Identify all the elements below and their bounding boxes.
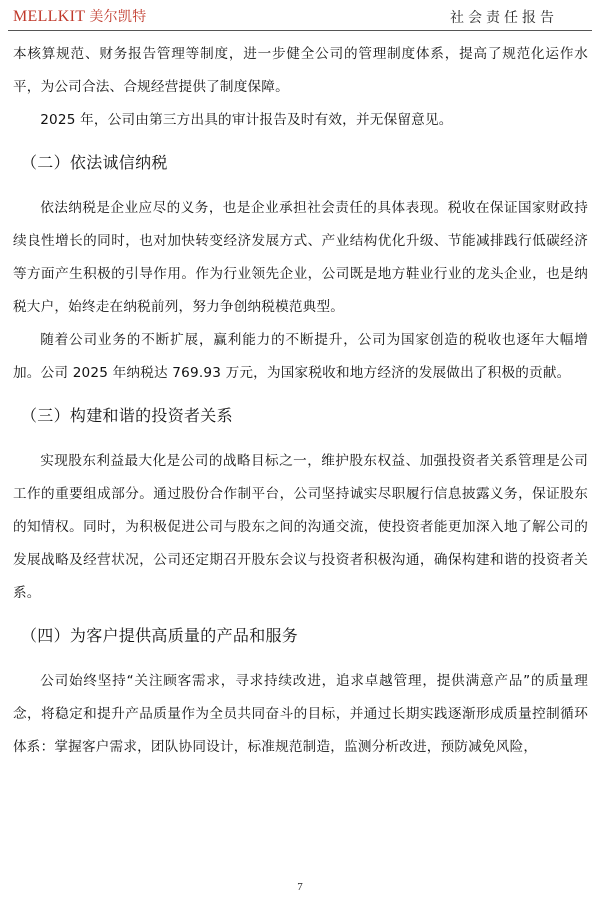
company-logo [13,6,147,26]
header-divider [8,30,592,31]
paragraph-audit-report: 2025 年，公司由第三方出具的审计报告及时有效，并无保留意见。 [40,112,453,128]
report-title: 社会责任报告 [450,10,558,26]
paragraph-investor-relations: 实现股东利益最大化是公司的战略目标之一，维护股东权益、加强投资者关系管理是公司工作的重要组成部分。通过股份合作制平台，公司坚持诚实尽职履行信息披露义务，保证股东的知情权。同时，为积极促进公司与股东之间的沟通交流，使投资者能更加深入地了解公司的发展战略及经营状况，公司还定期召开股东会议与投资者积极沟通，确保构建和谐的投资者关系。 [13,453,588,601]
section-title-tax: （二）依法诚信纳税 [21,153,168,172]
paragraph-quality-philosophy: 公司始终坚持“关注顾客需求，寻求持续改进，追求卓越管理，提供满意产品”的质量理念，将稳定和提升产品质量作为全员共同奋斗的目标，并通过长期实践逐渐形成质量控制循环体系：掌握客户需求，团队协同设计，标准规范制造，监测分析改进，预防减免风险， [13,673,588,755]
section-title-customer-quality: （四）为客户提供高质量的产品和服务 [21,626,299,645]
page-header [0,0,600,32]
brand-name-en: MELLKIT [13,8,86,25]
document-body [13,38,588,764]
paragraph-intro-continued: 本核算规范、财务报告管理等制度，进一步健全公司的管理制度体系，提高了规范化运作水平，为公司合法、合规经营提供了制度保障。 [13,46,588,95]
section-title-investor-relations: （三）构建和谐的投资者关系 [21,406,233,425]
brand-name-cn: 美尔凯特 [89,10,147,25]
paragraph-tax-duty: 依法纳税是企业应尽的义务，也是企业承担社会责任的具体表现。税收在保证国家财政持续良性增长的同时，也对加快转变经济发展方式、产业结构优化升级、节能减排践行低碳经济等方面产生积极的引导作用。作为行业领先企业，公司既是地方鞋业行业的龙头企业，也是纳税大户，始终走在纳税前列，努力争创纳税模范典型。 [13,200,588,315]
page-number: 7 [297,881,303,893]
paragraph-tax-amount: 随着公司业务的不断扩展，赢利能力的不断提升，公司为国家创造的税收也逐年大幅增加。公司 2025 年纳税达 769.93 万元，为国家税收和地方经济的发展做出了积极的贡献。 [13,332,588,381]
